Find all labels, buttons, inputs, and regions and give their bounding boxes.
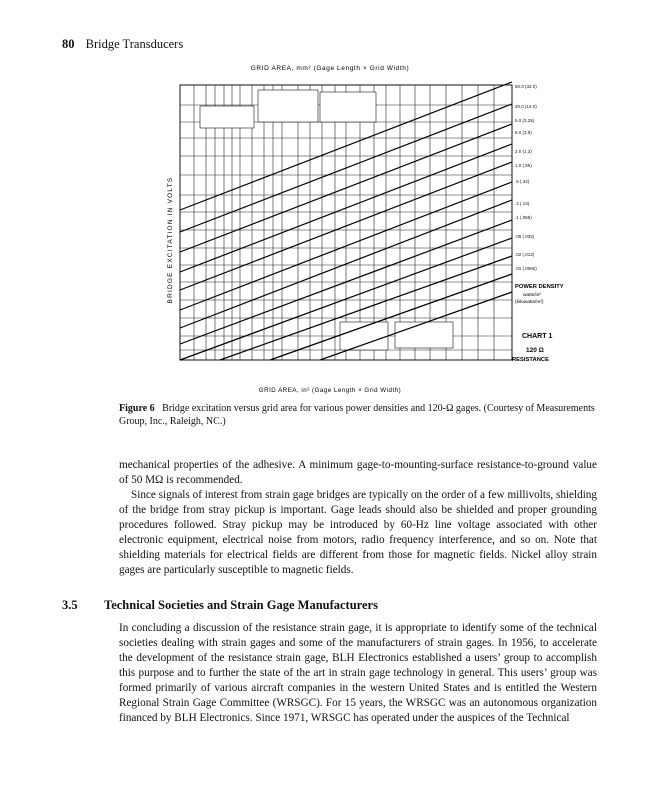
chart-label: CHART 1 <box>522 333 553 340</box>
running-header <box>62 37 183 52</box>
density-label: .2 (.13) <box>515 201 530 206</box>
density-label: .01 (.0065) <box>515 266 537 271</box>
density-label: 5.0 (3.25) <box>515 118 535 123</box>
top-axis-title: GRID AREA, mm² (Gage Length × Grid Width) <box>250 65 410 72</box>
body-text-block-2 <box>119 621 597 726</box>
density-label: .02 (.013) <box>515 252 535 257</box>
legend-units-metric: (kilowatts/m²) <box>515 300 544 305</box>
section-heading <box>62 598 378 613</box>
figure-caption <box>119 402 597 428</box>
density-label: 50.0 (32.0) <box>515 84 537 89</box>
chart-figure <box>160 60 564 400</box>
section-number: 3.5 <box>62 598 78 612</box>
density-label: .05 (.032) <box>515 234 535 239</box>
density-label: 1.0 (.65) <box>515 163 532 168</box>
body-text-block-1 <box>119 458 597 578</box>
paragraph: Since signals of interest from strain gage bridges are typically on the order of a few millivolts, shielding of the bridge from stray pickup is important. Gage leads should also be shielded and proper grounding procedures followed. Stray pickup may be introduced by 60-Hz line voltage associated with other electronic equipment, electrical noise from motors, radio frequency interference, and so on. Note that shielding materials for electrical fields are different from those for magnetic fields. Nickel alloy strain gages are particularly susceptible to magnetic fields. <box>119 489 597 576</box>
left-axis-title: BRIDGE EXCITATION IN VOLTS <box>167 176 174 304</box>
density-label: .5 (.32) <box>515 179 530 184</box>
caption-text: Bridge excitation versus grid area for various power densities and 120-Ω gages. (Courtesy of Measurements Group, Inc., Raleigh, NC.) <box>119 403 595 427</box>
legend-units: watts/in² <box>523 293 541 298</box>
paragraph: In concluding a discussion of the resistance strain gage, it is appropriate to identify some of the technical societies dealing with strain gages and some of the manufacturers of strain gages. In 1956, to accelerate the development of the resistance strain gage, BLH Electronics established a users’ group to accomplish this purpose and to further the state of the art in strain gage technology in general. This users’ group was formed primarily of various aircraft companies in the western United States and is entitled the Western Regional Strain Gage Committee (WRSGC). For 15 years, the WRSGC was an autonomous organization financed by BLH Electronics. Since 1971, WRSGC has operated under the auspices of the Technical <box>119 622 597 724</box>
density-label: 20.0 (13.0) <box>515 104 537 109</box>
density-label: 2.0 (1.3) <box>515 149 532 154</box>
running-title: Bridge Transducers <box>85 37 184 51</box>
section-title: Technical Societies and Strain Gage Manufacturers <box>104 598 378 612</box>
density-label: .1 (.065) <box>515 215 532 220</box>
chart-resistance: 120 Ω <box>526 347 544 354</box>
paragraph: mechanical properties of the adhesive. A minimum gage-to-mounting-surface resistance-to-ground value of 50 MΩ is recommended. <box>119 459 597 486</box>
density-label: 6.0 (3.9) <box>515 130 532 135</box>
page-number: 80 <box>62 37 75 51</box>
caption-label: Figure 6 <box>119 403 155 414</box>
legend-title: POWER DENSITY <box>515 284 564 290</box>
bottom-axis-title: GRID AREA, in² (Gage Length × Grid Width) <box>258 387 402 394</box>
chart-resistance-word: RESISTANCE <box>512 357 549 363</box>
